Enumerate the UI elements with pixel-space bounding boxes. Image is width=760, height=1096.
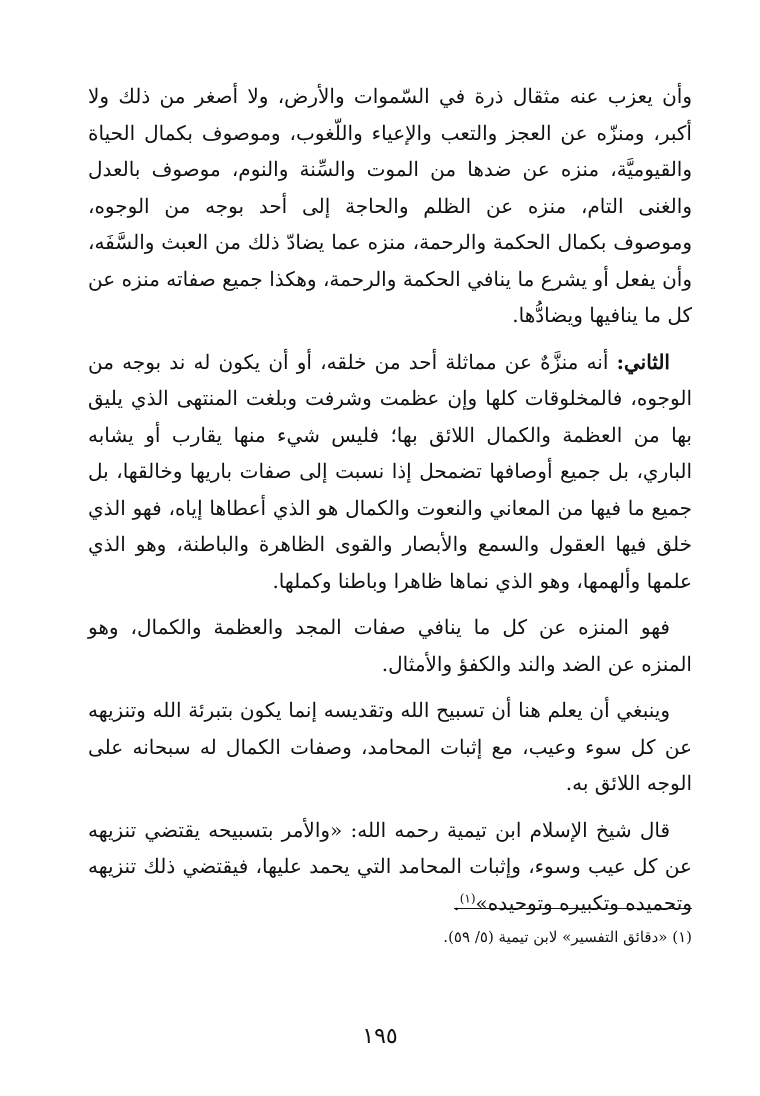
paragraph-1 <box>88 78 692 334</box>
paragraph-2 <box>88 344 692 600</box>
paragraph-2-text: أنه منزَّهٌ عن مماثلة أحد من خلقه، أو أن يكون له ند بوجه من الوجوه، فالمخلوقات كلها وإن عظمت وشرفت وبلغت المنتهى الذي يليق بها من العظمة والكمال اللائق بها؛ فليس شيء منها يقارب أو يشابه الباري، بل جميع أوصافها تضمحل إذا نسبت إلى صفات باريها وخالقها، بل جميع ما فيها من المعاني والنعوت والكمال هو الذي أعطاها إياه، فهو الذي خلق فيها العقول والسمع والأبصار والقوى الظاهرة والباطنة، وهو الذي علمها وألهمها، وهو الذي نماها ظاهرا وباطنا وكملها. <box>88 349 692 593</box>
page-body <box>88 78 692 931</box>
paragraph-5 <box>88 812 692 922</box>
footnote: (١) «دقائق التفسير» لابن تيمية (٥/ ٥٩). <box>443 928 692 946</box>
paragraph-4-text: وينبغي أن يعلم هنا أن تسبيح الله وتقديسه إنما يكون بتبرئة الله وتنزيهه عن كل سوء وعيب، مع إثبات المحامد، وصفات الكمال له سبحانه على الوجه اللائق به. <box>88 698 692 795</box>
footnote-reference[interactable]: (١) <box>459 890 476 905</box>
page-number: ١٩٥ <box>362 1024 398 1049</box>
paragraph-5-tail: . <box>453 890 460 915</box>
paragraph-5-text: قال شيخ الإسلام ابن تيمية رحمه الله: «والأمر بتسبيحه يقتضي تنزيهه عن كل عيب وسوء، وإثبات المحامد التي يحمد عليها، فيقتضي ذلك تنزيهه وتحميده وتكبيره وتوحيده» <box>88 817 692 915</box>
paragraph-4 <box>88 692 692 802</box>
paragraph-2-lead: الثاني: <box>616 349 670 374</box>
paragraph-3-text: فهو المنزه عن كل ما ينافي صفات المجد والعظمة والكمال، وهو المنزه عن الضد والند والكفؤ والأمثال. <box>88 615 692 676</box>
paragraph-1-text: وأن يعزب عنه مثقال ذرة في السّموات والأرض، ولا أصغر من ذلك ولا أكبر، ومنزّه عن العجز والتعب والإعياء واللّغوب، وموصوف بكمال الحياة والقيوميَّة، منزه عن ضدها من الموت والسِّنة والنوم، موصوف بالعدل والغنى التام، منزه عن الظلم والحاجة إلى أحد بوجه من الوجوه، وموصوف بكمال الحكمة والرحمة، منزه عما يضادّ ذلك من العبث والسَّفَه، وأن يفعل أو يشرع ما ينافي الحكمة والرحمة، وهكذا جميع صفاته منزه عن كل ما ينافيها ويضادُّها. <box>88 84 692 327</box>
paragraph-3 <box>88 609 692 682</box>
footnote-divider <box>454 908 692 909</box>
